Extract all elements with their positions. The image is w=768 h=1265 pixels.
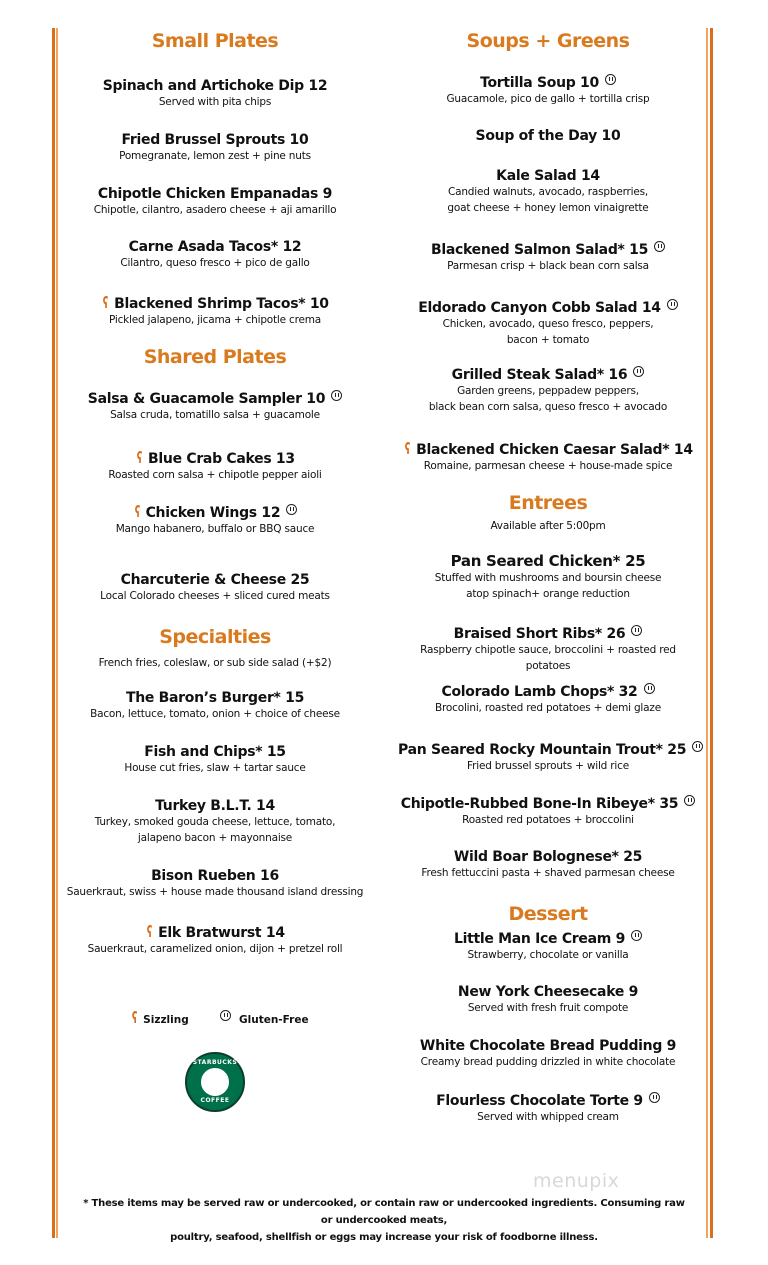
menu-item: Kale Salad 14 Candied walnuts, avocado, raspberries, goat cheese + honey lemon vinaigrette — [447, 168, 649, 214]
menu-item: ʕ Blackened Shrimp Tacos* 10 Pickled jalapeno, jicama + chipotle crema — [103, 293, 329, 326]
starbucks-logo — [185, 1052, 245, 1112]
sizzling-icon: ʕ — [404, 439, 411, 458]
sizzling-icon: ʕ — [103, 293, 109, 312]
sizzling-label: Sizzling — [143, 1014, 189, 1026]
gluten-free-icon — [631, 930, 642, 941]
gluten-free-icon — [667, 299, 678, 310]
footnote: * These items may be served raw or undercooked, or contain raw or undercooked ingredients. Consuming raw or undercooked meats, poultry, seafood, shellfish or eggs may increase your risk of foodborne illness. — [83, 1198, 685, 1243]
sizzling-icon: ʕ — [147, 922, 153, 941]
siren-icon — [199, 1066, 231, 1098]
menu-item: Fried Brussel Sprouts 10 Pomegranate, lemon zest + pine nuts — [119, 132, 311, 162]
menu-item: ʕ Blackened Chicken Caesar Salad* 14 Romaine, parmesan cheese + house-made spice — [404, 439, 693, 472]
logo-text-bottom: COFFEE — [200, 1097, 230, 1104]
menu-item: Grilled Steak Salad* 16 Garden greens, peppadew peppers, black bean corn salsa, queso fresco + avocado — [428, 367, 668, 413]
gluten-free-icon — [649, 1092, 660, 1103]
menu-item: Colorado Lamb Chops* 32 Brocolini, roasted red potatoes + demi glaze — [435, 684, 661, 714]
gluten-free-icon — [644, 683, 655, 694]
menu-item: Spinach and Artichoke Dip 12 Served with pita chips — [102, 78, 328, 108]
menu-item: Braised Short Ribs* 26 Raspberry chipotle sauce, broccolini + roasted red potatoes — [420, 626, 676, 672]
menu-item: Little Man Ice Cream 9 Strawberry, chocolate or vanilla — [398, 930, 698, 963]
gluten-free-icon — [654, 241, 665, 252]
sizzling-icon: ʕ — [134, 502, 140, 521]
menu-item: Turkey B.L.T. 14 Turkey, smoked gouda cheese, lettuce, tomato, jalapeno bacon + mayonnaise — [94, 798, 336, 844]
menu-item: New York Cheesecake 9 Served with fresh fruit compote — [457, 984, 639, 1014]
gluten-free-icon — [684, 795, 695, 806]
gluten-free-icon — [220, 1010, 231, 1021]
menu-item: Flourless Chocolate Torte 9 Served with whipped cream — [398, 1092, 698, 1125]
menu-item: Wild Boar Bolognese* 25 Fresh fettuccini pasta + shaved parmesan cheese — [421, 849, 675, 879]
menu-item: Pan Seared Chicken* 25 Stuffed with mushrooms and boursin cheese atop spinach+ orange reduction — [434, 552, 662, 600]
gluten-free-icon — [631, 625, 642, 636]
gluten-free-icon — [633, 366, 644, 377]
specialties-subtitle: French fries, coleslaw, or sub side salad (+$2) — [98, 657, 332, 669]
sizzling-icon: ʕ — [131, 1008, 138, 1027]
logo-text-top: STARBUCKS — [192, 1059, 238, 1066]
right-border — [706, 28, 714, 1238]
menu-item: ʕ Blue Crab Cakes 13 Roasted corn salsa + chipotle pepper aioli — [108, 448, 322, 481]
menu-item: White Chocolate Bread Pudding 9 Creamy bread pudding drizzled in white chocolate — [419, 1038, 677, 1068]
menu-item: ʕ Elk Bratwurst 14 Sauerkraut, caramelized onion, dijon + pretzel roll — [87, 922, 343, 955]
small-plates-heading: Small Plates — [151, 30, 279, 52]
menu-item: Charcuterie & Cheese 25 Local Colorado cheeses + sliced cured meats — [100, 572, 330, 602]
gluten-free-icon — [331, 390, 342, 401]
menu-item: Blackened Salmon Salad* 15 Parmesan crisp + black bean corn salsa — [398, 241, 698, 274]
entrees-subtitle: Available after 5:00pm — [490, 520, 606, 532]
menu-item: Fish and Chips* 15 House cut fries, slaw + tartar sauce — [124, 744, 306, 774]
menu-item: Tortilla Soup 10 Guacamole, pico de gallo + tortilla crisp — [446, 75, 650, 105]
gluten-free-label: Gluten-Free — [239, 1014, 309, 1026]
dessert-heading: Dessert — [508, 903, 588, 925]
sizzling-icon: ʕ — [136, 448, 143, 467]
menu-item: Carne Asada Tacos* 12 Cilantro, queso fresco + pico de gallo — [120, 239, 310, 269]
gluten-free-icon — [692, 741, 703, 752]
specialties-heading: Specialties — [159, 626, 271, 648]
left-border — [52, 28, 60, 1238]
soups-greens-heading: Soups + Greens — [466, 30, 630, 52]
menu-item: Chipotle Chicken Empanadas 9 Chipotle, cilantro, asadero cheese + aji amarillo — [93, 186, 337, 216]
menu-item: The Baron’s Burger* 15 Bacon, lettuce, tomato, onion + choice of cheese — [90, 690, 340, 720]
watermark: menupix — [533, 1170, 620, 1192]
gluten-free-icon — [605, 74, 616, 85]
menu-item: Salsa & Guacamole Sampler 10 Salsa cruda, tomatillo salsa + guacamole — [62, 390, 368, 423]
menu-item: Eldorado Canyon Cobb Salad 14 Chicken, avocado, queso fresco, peppers, bacon + tomato — [398, 299, 698, 348]
menu-item: Bison Rueben 16 Sauerkraut, swiss + house made thousand island dressing — [66, 868, 364, 898]
shared-plates-heading: Shared Plates — [143, 346, 287, 368]
menu-item: Pan Seared Rocky Mountain Trout* 25 Fried brussel sprouts + wild rice — [398, 741, 698, 774]
menu-item: ʕ Chicken Wings 12 Mango habanero, buffalo or BBQ sauce — [115, 502, 315, 535]
menu-item: Soup of the Day 10 — [475, 128, 621, 144]
menu-item: Chipotle-Rubbed Bone-In Ribeye* 35 Roasted red potatoes + broccolini — [398, 795, 698, 828]
entrees-heading: Entrees — [508, 492, 588, 514]
gluten-free-icon — [286, 504, 297, 515]
